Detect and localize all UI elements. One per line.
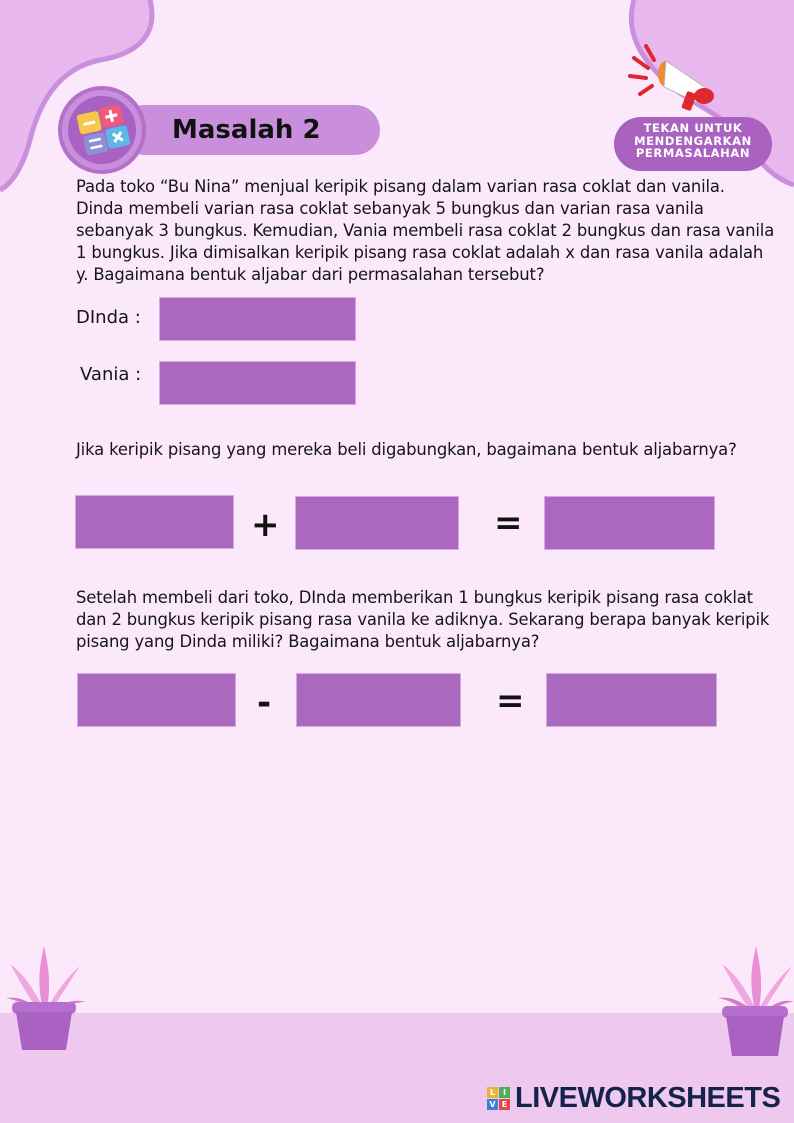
sum-second-box[interactable] — [295, 496, 459, 550]
logo-letter-v: V — [487, 1099, 498, 1110]
liveworksheets-brand: LIVEWORKSHEETS — [515, 1082, 781, 1114]
logo-letter-l: L — [487, 1087, 498, 1098]
sum-first-box[interactable] — [75, 495, 234, 549]
plant-right-decoration — [718, 944, 794, 1059]
math-operations-icon — [76, 104, 130, 156]
question-2-text: Jika keripik pisang yang mereka beli digabungkan, bagaimana bentuk aljabarnya? — [76, 440, 737, 459]
liveworksheets-logo-icon — [487, 1087, 511, 1111]
problem-text: Pada toko “Bu Nina” menjual keripik pisang dalam varian rasa coklat dan vanila. Dinda membeli varian rasa coklat sebanyak 5 bungkus dan varian rasa vanila sebanyak 3 bungkus. Kemudian, Vania membeli rasa coklat 2 bungkus dan rasa vanila 1 bungkus. Jika dimisalkan keripik pisang rasa coklat adalah x dan rasa vanila adalah y. Bagaimana bentuk aljabar dari permasalahan tersebut? — [76, 177, 775, 284]
listen-button-label[interactable]: TEKAN UNTUK MENDENGARKAN PERMASALAHAN — [634, 121, 752, 160]
dinda-answer-box[interactable] — [159, 297, 356, 341]
logo-letter-i: I — [499, 1087, 510, 1098]
vania-answer-box[interactable] — [159, 361, 356, 405]
difference-result-box[interactable] — [546, 673, 717, 727]
minus-sign: - — [257, 683, 272, 723]
megaphone-icon[interactable] — [626, 44, 726, 116]
equals-sign: = — [494, 503, 523, 543]
plus-sign: + — [251, 505, 280, 545]
equals-sign-2: = — [496, 681, 525, 721]
page-title: Masalah 2 — [172, 115, 321, 145]
difference-first-box[interactable] — [77, 673, 236, 727]
difference-second-box[interactable] — [296, 673, 461, 727]
question-3-text: Setelah membeli dari toko, DInda memberikan 1 bungkus keripik pisang rasa coklat dan 2 bungkus keripik pisang rasa vanila ke adiknya. Sekarang berapa banyak keripik pisang yang Dinda miliki? Bagaimana bentuk aljabarnya? — [76, 588, 770, 651]
plant-left-decoration — [6, 944, 86, 1054]
sum-result-box[interactable] — [544, 496, 715, 550]
vania-label: Vania : — [80, 364, 142, 385]
dinda-label: DInda : — [76, 307, 141, 328]
logo-letter-e: E — [499, 1099, 510, 1110]
